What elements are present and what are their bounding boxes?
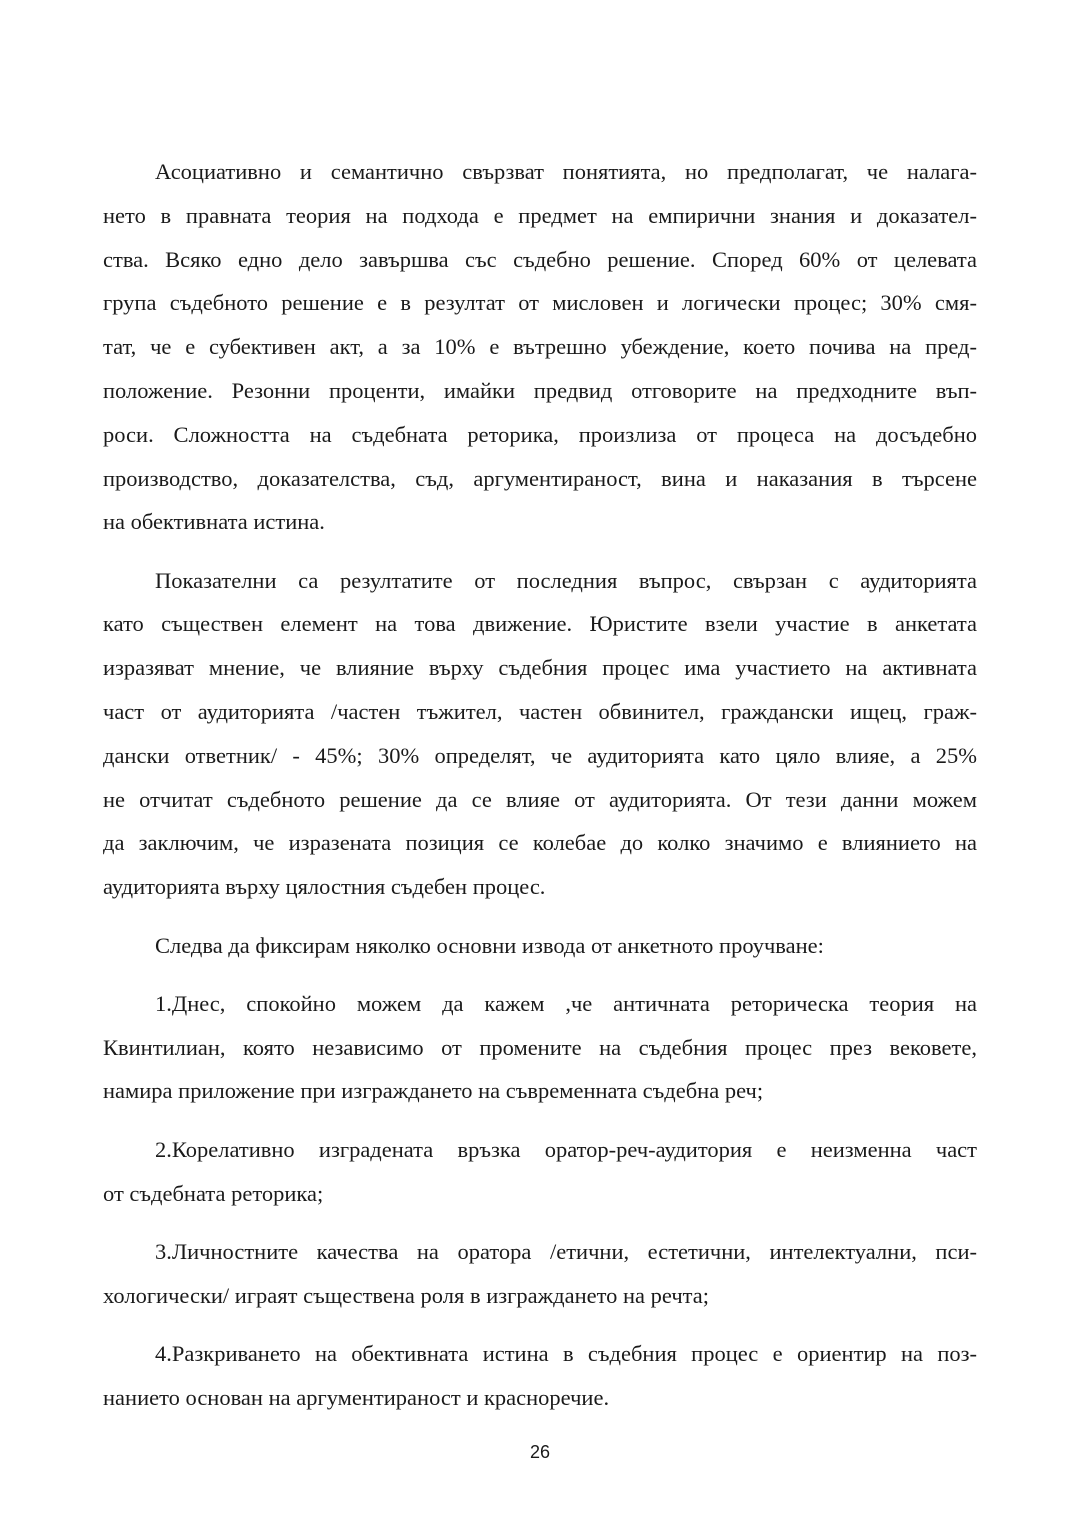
text-line: намира приложение при изграждането на съвременната съдебна реч;: [103, 1078, 764, 1104]
conclusion-item-1: [103, 982, 977, 1113]
text-line: не отчитат съдебното решение да се влияе от аудиторията. От тези данни можем: [103, 786, 977, 812]
text-line: част от аудиторията /частен тъжител, частен обвинител, граждански ищец, граж-: [103, 699, 977, 725]
text-line: да заключим, че изразената позиция се колебае до колко значимо е влиянието на: [103, 830, 977, 856]
conclusion-item-3: [103, 1230, 977, 1318]
text-line: от съдебната реторика;: [103, 1180, 324, 1206]
text-line: 1.Днес, спокойно можем да кажем ,че античната реторическа теория на: [155, 990, 977, 1016]
text-line: Следва да фиксирам няколко основни извода от анкетното проучване:: [155, 932, 824, 958]
text-line: роси. Сложността на съдебната реторика, произлиза от процеса на досъдебно: [103, 421, 977, 447]
conclusion-item-2: [103, 1128, 977, 1216]
text-line: 2.Корелативно изградената връзка оратор-реч-аудитория е неизменна част: [155, 1136, 977, 1162]
text-line: нето в правната теория на подхода е предмет на емпирични знания и доказател-: [103, 202, 977, 228]
paragraph-3: [103, 924, 977, 968]
page-number: 26: [529, 1442, 551, 1462]
paragraph-1: [103, 150, 977, 544]
paragraph-2: [103, 559, 977, 909]
text-line: група съдебното решение е в резултат от мисловен и логически процес; 30% смя-: [103, 290, 977, 316]
text-line: Квинтилиан, която независимо от промените на съдебния процес през вековете,: [103, 1034, 977, 1060]
body-text: [103, 150, 977, 1434]
text-line: Асоциативно и семантично свързват понятията, но предполагат, че налага-: [155, 159, 977, 184]
text-line: положение. Резонни проценти, имайки предвид отговорите на предходните въп-: [103, 377, 977, 403]
text-line: Показателни са резултатите от последния въпрос, свързан с аудиторията: [155, 567, 977, 593]
text-line: като съществен елемент на това движение. Юристите взели участие в анкетата: [103, 611, 977, 637]
text-line: хологически/ играят съществена роля в изграждането на речта;: [103, 1282, 710, 1308]
text-line: аудиторията върху цялостния съдебен процес.: [103, 874, 546, 900]
text-line: тат, че е субективен акт, а за 10% е вътрешно убеждение, което почива на пред-: [103, 334, 977, 360]
text-line: 3.Личностните качества на оратора /етични, естетични, интелектуални, пси-: [155, 1238, 977, 1264]
text-line: ства. Всяко едно дело завършва със съдебно решение. Според 60% от целевата: [103, 246, 977, 272]
text-line: 4.Разкриването на обективната истина в съдебния процес е ориентир на поз-: [155, 1340, 977, 1366]
text-line: дански ответник/ - 45%; 30% определят, че аудиторията като цяло влияе, а 25%: [103, 742, 977, 768]
text-line: нанието основан на аргументираност и красноречие.: [103, 1384, 610, 1410]
text-line: производство, доказателства, съд, аргументираност, вина и наказания в търсене: [103, 465, 977, 491]
conclusion-item-4: [103, 1332, 977, 1420]
text-line: на обективната истина.: [103, 509, 325, 535]
text-line: изразяват мнение, че влияние върху съдебния процес има участието на активната: [103, 655, 977, 681]
